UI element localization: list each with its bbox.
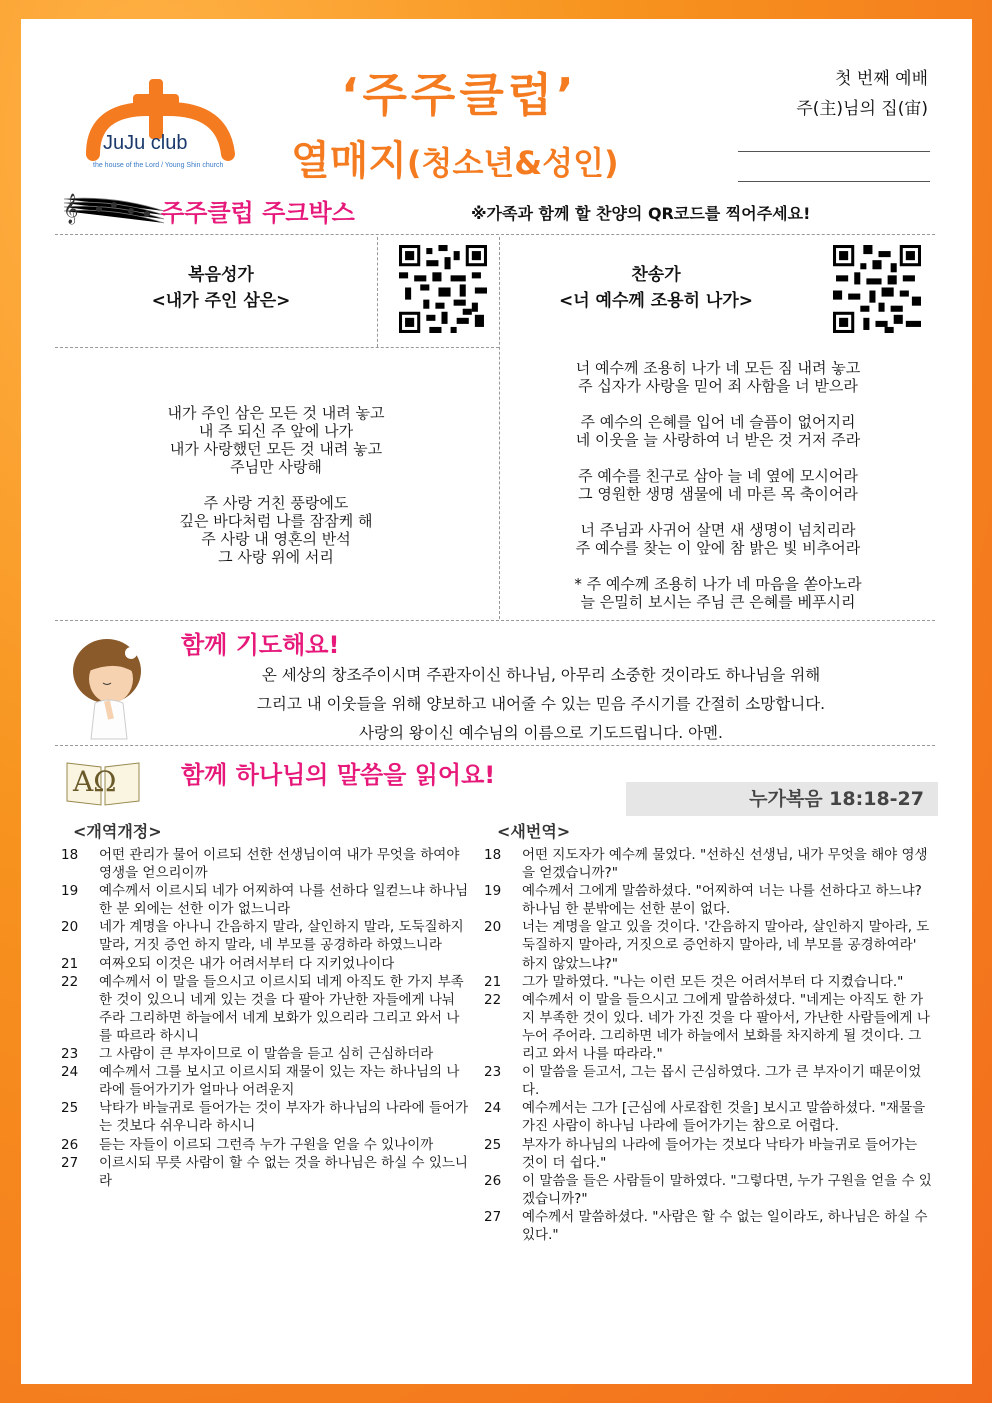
verse-text: 예수께서 말씀하셨다. "사람은 할 수 없는 일이라도, 하나님은 하실 수 있다." [522,1208,928,1243]
lyric-line: 주 예수를 찾는 이 앞에 참 밝은 빛 비추어라 [575,539,861,557]
verse-row [61,955,471,973]
verse-number: 21 [484,973,502,990]
lyric-spacer [499,395,937,413]
verse-row [61,1136,471,1154]
verse-text: 부자가 하나님의 나라에 들어가는 것보다 낙타가 바늘귀로 들어가는 것이 더 쉽다." [522,1136,918,1171]
jukebox-heading: 주주클럽 주크박스 [161,199,355,227]
verse-row [61,918,471,954]
logo-subtitle: the house of the Lord / Young Shin church [93,162,224,169]
page-subtitle [291,129,619,186]
verse-row [61,1099,471,1135]
verse-number: 26 [484,1172,502,1189]
verse-text: 여짜오되 이것은 내가 어려서부터 다 지키었나이다 [99,955,395,972]
scripture-reference: 누가복음 18:18-27 [626,782,938,816]
lyric-line: 그 사랑 위에 서리 [218,548,334,566]
verse-row [61,973,471,1045]
song-2-title [526,262,786,314]
qr-code-icon[interactable] [399,245,487,333]
lyric-spacer [499,557,937,575]
verse-text: 예수께서 그에게 말씀하셨다. "어찌하여 너는 나를 선하다고 하느냐? 하나님 한 분밖에는 선한 분이 없다. [522,883,922,918]
song-1-title [111,262,331,314]
scripture-heading: 함께 하나님의 말씀을 읽어요! [181,761,496,789]
verse-number: 23 [61,1046,79,1063]
verse-row [61,882,471,918]
lyric-line: * 주 예수께 조용히 나가 네 마음을 쏟아노라 [574,575,862,593]
verse-number: 21 [61,955,79,972]
verse-number: 19 [484,883,502,900]
verse-text: 그가 말하였다. "나는 이런 모든 것은 어려서부터 다 지켰습니다." [522,973,904,990]
verse-number: 26 [61,1136,79,1153]
divider [55,347,499,348]
name-line [738,181,930,182]
subtitle-paren: (청소년&성인) [406,144,619,182]
song-1-category: 복음성가 [188,265,254,285]
prayer-line: 그리고 내 이웃들을 위해 양보하고 내어줄 수 있는 믿음 주시기를 간절히 소망합니다. [256,695,826,713]
verse-number: 19 [61,883,79,900]
verse-text: 어떤 관리가 물어 이르되 선한 선생님이여 내가 무엇을 하여야 영생을 얻으리이까 [99,847,460,882]
juju-club-logo [73,59,253,189]
verse-number: 25 [484,1136,502,1153]
verse-number: 20 [484,919,502,936]
lyric-line: 늘 은밀히 보시는 주님 큰 은혜를 베푸시리 [580,593,856,611]
song-1-lyrics [61,404,491,566]
verse-row [484,973,932,991]
bulletin-page [21,19,972,1384]
verse-number: 18 [61,847,79,863]
lyric-line: 너 주님과 사귀어 살면 새 생명이 넘치리라 [580,521,856,539]
verse-text: 네가 계명을 아나니 간음하지 말라, 살인하지 말라, 도둑질하지 말라, 거짓 증언 하지 말라, 네 부모를 공경하라 하였느니라 [99,919,464,954]
verse-row [484,1208,932,1244]
verse-text: 예수께서 이 말을 들으시고 이르시되 네게 아직도 한 가지 부족한 것이 있으니 네게 있는 것을 다 팔아 가난한 자들에게 나눠 주라 그리하면 하늘에서 네게 보화가 있으리라 그리고 와서 나를 따르라 하시니 [99,973,464,1044]
alpha-omega-letters: AΩ [73,765,117,798]
divider [377,237,378,347]
verse-text: 낙타가 바늘귀로 들어가는 것이 부자가 하나님의 나라에 들어가는 것보다 쉬우니라 하시니 [99,1100,469,1135]
verse-row [484,1063,932,1099]
lyric-line: 내가 사랑했던 모든 것 내려 놓고 [169,440,383,458]
verse-number: 27 [484,1208,502,1225]
svg-text:𝄞: 𝄞 [63,194,79,224]
verse-text: 이 말씀을 들은 사람들이 말하였다. "그렇다면, 누가 구원을 얻을 수 있겠습니까?" [522,1172,932,1207]
verse-row [484,918,932,972]
left-translation-label: <개역개정> [73,822,162,841]
song-2-name: <너 예수께 조용히 나가> [558,291,754,311]
verse-text: 예수께서 이르시되 네가 어찌하여 나를 선하다 일컫느냐 하나님 한 분 외에는 선한 이가 없느니라 [99,883,469,918]
lyric-line: 너 예수께 조용히 나가 네 모든 짐 내려 놓고 [575,359,861,377]
prayer-heading: 함께 기도해요! [181,631,340,659]
verse-row [484,1172,932,1208]
lyric-spacer [61,476,491,494]
right-translation-label: <새번역> [497,822,571,841]
verse-row [61,1154,471,1190]
page-title: ‘주주클럽’ [341,68,578,122]
verse-number: 25 [61,1100,79,1117]
divider [55,745,935,746]
verse-row [484,846,932,882]
verse-number: 18 [484,847,502,863]
left-verse-list [61,846,471,1190]
lyric-spacer [499,449,937,467]
prayer-line: 온 세상의 창조주이시며 주관자이신 하나님, 아무리 소중한 것이라도 하나님을 위해 [261,666,821,684]
divider [55,234,935,235]
music-notes-icon [59,187,169,227]
logo-text: JuJu club [103,132,188,154]
lyric-spacer [499,503,937,521]
jukebox-note: ※가족과 함께 할 찬양의 QR코드를 찍어주세요! [471,204,811,223]
verse-text: 듣는 자들이 이르되 그런즉 누가 구원을 얻을 수 있나이까 [99,1136,434,1153]
verse-row [484,991,932,1063]
lyric-line: 깊은 바다처럼 나를 잠잠케 해 [179,512,373,530]
verse-text: 너는 계명을 알고 있을 것이다. '간음하지 말아라, 살인하지 말아라, 도둑질하지 말아라, 거짓으로 증언하지 말아라, 네 부모를 공경하여라' 하지 않았느냐?" [522,919,930,972]
prayer-text [161,661,921,748]
right-verse-list [484,846,932,1244]
verse-row [484,882,932,918]
verse-row [61,1045,471,1063]
praying-girl-icon [59,631,159,741]
song-2-lyrics [499,359,937,611]
lyric-line: 주 사랑 거친 풍랑에도 [203,494,349,512]
subtitle-main: 열매지 [291,138,407,184]
prayer-line: 사랑의 왕이신 예수님의 이름으로 기도드립니다. 아멘. [359,724,723,742]
verse-number: 23 [484,1064,502,1081]
lyric-line: 주님만 사랑해 [230,458,322,476]
lyric-line: 주 십자가 사랑을 믿어 죄 사함을 너 받으라 [578,377,858,395]
lyric-line: 네 이웃을 늘 사랑하여 너 받은 것 거저 주라 [575,431,861,449]
lyric-line: 주 예수의 은혜를 입어 네 슬픔이 없어지리 [580,413,856,431]
verse-number: 24 [484,1100,502,1117]
alpha-omega-book-icon [63,751,143,807]
verse-text: 예수께서 그를 보시고 이르시되 재물이 있는 자는 하나님의 나라에 들어가기가 얼마나 어려운지 [99,1064,460,1099]
verse-number: 20 [61,919,79,936]
worship-place: 주(主)님의 집(宙) [796,99,928,119]
lyric-line: 주 사랑 내 영혼의 반석 [201,530,351,548]
verse-number: 24 [61,1064,79,1081]
worship-number: 첫 번째 예배 [835,69,928,89]
worship-info [796,64,928,124]
song-1-name: <내가 주인 삼은> [151,291,291,311]
verse-row [484,1136,932,1172]
lyric-line: 주 예수를 친구로 삼아 늘 네 옆에 모시어라 [578,467,858,485]
song-2-category: 찬송가 [631,265,681,285]
verse-text: 그 사람이 큰 부자이므로 이 말씀을 듣고 심히 근심하더라 [99,1046,434,1063]
qr-code-icon[interactable] [833,245,921,333]
name-line [738,151,930,152]
verse-number: 22 [484,991,502,1008]
verse-text: 이 말씀을 듣고서, 그는 몹시 근심하였다. 그가 큰 부자이기 때문이었다. [522,1064,922,1099]
verse-text: 예수께서 이 말을 들으시고 그에게 말씀하셨다. "네게는 아직도 한 가지 부족한 것이 있다. 네가 가진 것을 다 팔아서, 가난한 사람들에게 나누어 주어라. 그리하면 네가 하늘에서 보화를 차지하게 될 것이다. 그리고 와서 나를 따라라." [522,991,930,1063]
verse-number: 27 [61,1154,79,1171]
verse-text: 예수께서는 그가 [근심에 사로잡힌 것을] 보시고 말씀하셨다. "재물을 가진 사람이 하나님 나라에 들어가기는 참으로 어렵다. [522,1100,926,1135]
lyric-line: 내가 주인 삼은 모든 것 내려 놓고 [167,404,385,422]
lyric-line: 그 영원한 생명 샘물에 네 마른 목 축이어라 [578,485,858,503]
verse-row [61,1063,471,1099]
verse-number: 22 [61,973,79,990]
verse-row [61,846,471,882]
verse-text: 어떤 지도자가 예수께 물었다. "선하신 선생님, 내가 무엇을 해야 영생을 얻겠습니까?" [522,847,928,882]
verse-text: 이르시되 무릇 사람이 할 수 없는 것을 하나님은 하실 수 있느니라 [99,1154,468,1189]
verse-row [484,1099,932,1135]
divider [55,620,935,621]
lyric-line: 내 주 되신 주 앞에 나가 [198,422,354,440]
